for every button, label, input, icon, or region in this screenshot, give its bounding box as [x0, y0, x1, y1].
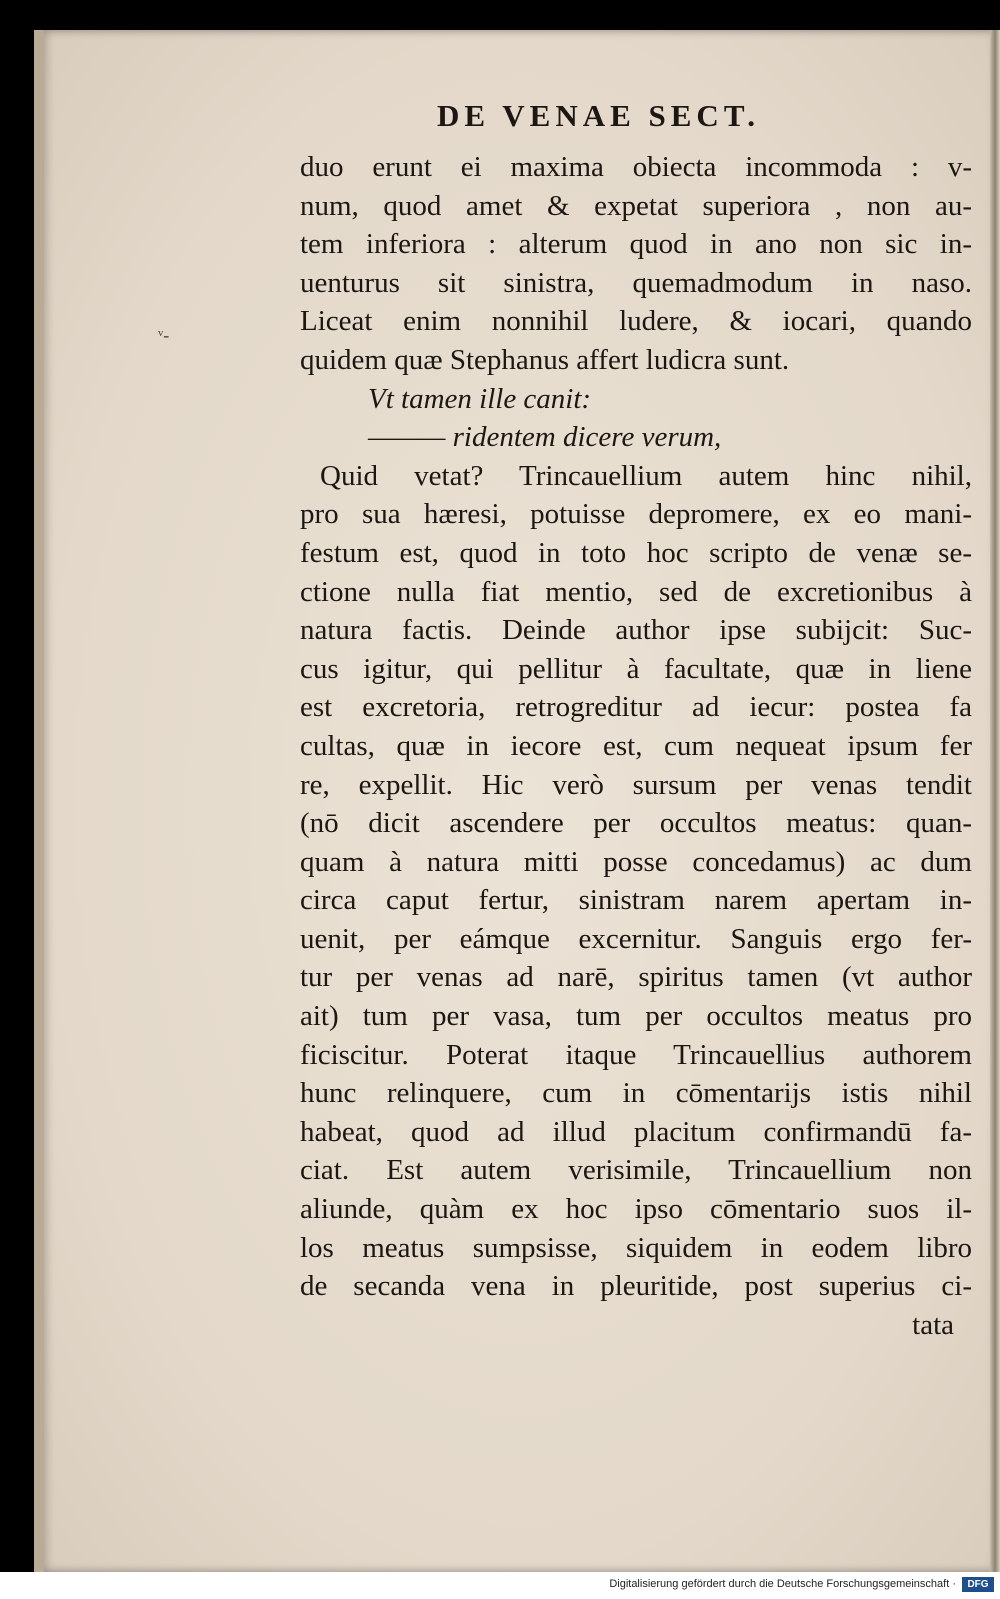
text-line: Quid vetat? Trincauellium autem hinc nihil,: [320, 459, 972, 492]
text-line: tur per venas ad narē, spiritus tamen (vt author: [300, 961, 972, 994]
text-line: ciat. Est autem verisimile, Trincauellium non: [300, 1154, 972, 1187]
text-line: natura factis. Deinde author ipse subijcit: Suc-: [300, 614, 972, 647]
body-text: [300, 148, 972, 1344]
text-line: est excretoria, retrogreditur ad iecur: postea fa: [300, 691, 972, 724]
page-edge: [990, 30, 1000, 1572]
text-line: de secanda vena in pleuritide, post superius ci-: [300, 1270, 972, 1303]
running-title: DE VENAE SECT.: [437, 98, 760, 133]
text-line: tem inferiora : alterum quod in ano non sic in-: [300, 228, 972, 261]
text-line: Liceat enim nonnihil ludere, & iocari, quando: [300, 305, 972, 338]
footer-bar: [0, 1572, 1000, 1599]
text-line: duo erunt ei maxima obiecta incommoda : v-: [300, 151, 972, 183]
text-line: ficiscitur. Poterat itaque Trincauellius authorem: [300, 1038, 972, 1071]
text-line: quidem quæ Stephanus affert ludicra sunt.: [300, 343, 790, 376]
text-line: festum est, quod in toto hoc scripto de venæ se-: [300, 536, 972, 569]
text-line: ctione nulla fiat mentio, sed de excretionibus à: [300, 575, 972, 608]
text-line: habeat, quod ad illud placitum confirmandū fa-: [300, 1115, 972, 1148]
text-line: ait) tum per vasa, tum per occultos meatus pro: [300, 1000, 972, 1033]
verse-line: Vt tamen ille canit:: [368, 382, 592, 415]
text-line: pro sua hæresi, potuisse depromere, ex eo mani-: [300, 498, 972, 531]
text-line: cultas, quæ in iecore est, cum nequeat ipsum fer: [300, 729, 972, 762]
text-line: aliunde, quàm ex hoc ipso cōmentario suos il-: [300, 1193, 972, 1226]
text-line: cus igitur, qui pellitur à facultate, quæ in liene: [300, 652, 972, 685]
catchword: tata: [912, 1308, 954, 1341]
dfg-logo: DFG: [962, 1577, 994, 1592]
text-line: uenit, per eámque excernitur. Sanguis ergo fer-: [300, 922, 972, 955]
footer-credit: Digitalisierung gefördert durch die Deutsche Forschungsgemeinschaft ·: [609, 1578, 956, 1590]
text-line: los meatus sumpsisse, siquidem in eodem libro: [300, 1231, 972, 1264]
verse-line: ——— ridentem dicere verum,: [368, 421, 722, 454]
text-line: quam à natura mitti posse concedamus) ac dum: [300, 845, 972, 878]
text-line: hunc relinquere, cum in cōmentarijs istis nihil: [300, 1077, 972, 1110]
margin-mark: ᵛ-: [158, 325, 170, 345]
text-line: uenturus sit sinistra, quemadmodum in naso.: [300, 266, 972, 299]
text-line: circa caput fertur, sinistram narem apertam in-: [300, 884, 972, 917]
text-line: re, expellit. Hic verò sursum per venas tendit: [300, 768, 972, 801]
text-line: num, quod amet & expetat superiora , non au-: [300, 189, 972, 222]
text-line: (nō dicit ascendere per occultos meatus: quan-: [300, 807, 972, 840]
